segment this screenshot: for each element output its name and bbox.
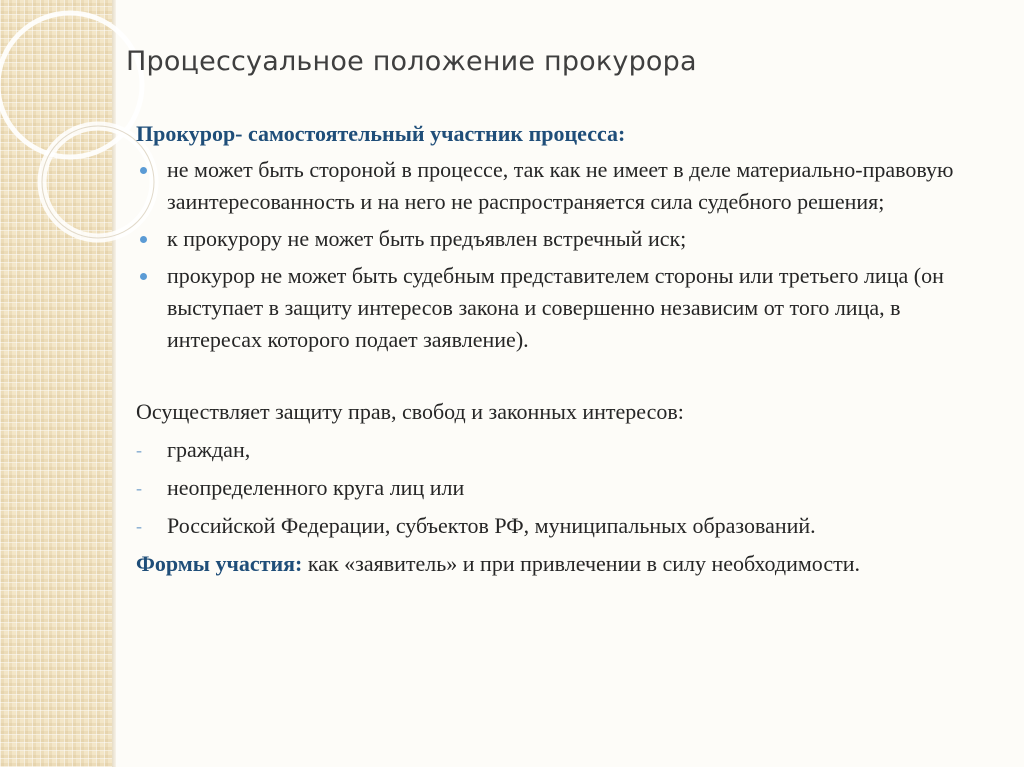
- list-item-text: не может быть стороной в процессе, так как не имеет в деле материально-правовую заинтересованность и на него не распространяется сила судебного решения;: [167, 157, 954, 214]
- protection-intro: Осуществляет защиту прав, свобод и законных интересов:: [136, 399, 684, 424]
- bullet-list: [136, 154, 996, 356]
- list-item-text: неопределенного круга лиц или: [167, 475, 465, 500]
- list-item: [136, 154, 996, 218]
- forms-label: Формы участия:: [136, 551, 303, 576]
- list-item: [136, 510, 996, 542]
- dash-list: [136, 434, 996, 542]
- list-item: [136, 434, 996, 466]
- list-item-text: к прокурору не может быть предъявлен встречный иск;: [167, 226, 687, 251]
- list-item-text: граждан,: [167, 437, 251, 462]
- slide-title: Процессуальное положение прокурора: [126, 46, 697, 77]
- band-divider: [112, 0, 116, 767]
- list-item: [136, 223, 996, 255]
- list-item-text: Российской Федерации, субъектов РФ, муниципальных образований.: [167, 513, 816, 538]
- dash-bullet-icon: -: [136, 440, 142, 460]
- decorative-side-band: [0, 0, 112, 767]
- list-item: [136, 472, 996, 504]
- participation-forms: [136, 548, 996, 580]
- dash-bullet-icon: -: [136, 516, 142, 536]
- bullet-icon: [140, 273, 147, 280]
- bullet-icon: [140, 236, 147, 243]
- list-item: [136, 260, 996, 356]
- lead-heading: Прокурор- самостоятельный участник процесса:: [136, 121, 626, 146]
- forms-text: как «заявитель» и при привлечении в силу необходимости.: [302, 551, 861, 576]
- slide-content: [136, 118, 996, 580]
- dash-bullet-icon: -: [136, 478, 142, 498]
- list-item-text: прокурор не может быть судебным представителем стороны или третьего лица (он выступает в защиту интересов закона и совершенно независим от того лица, в интересах которого подает заявление).: [167, 263, 944, 352]
- bullet-icon: [140, 167, 147, 174]
